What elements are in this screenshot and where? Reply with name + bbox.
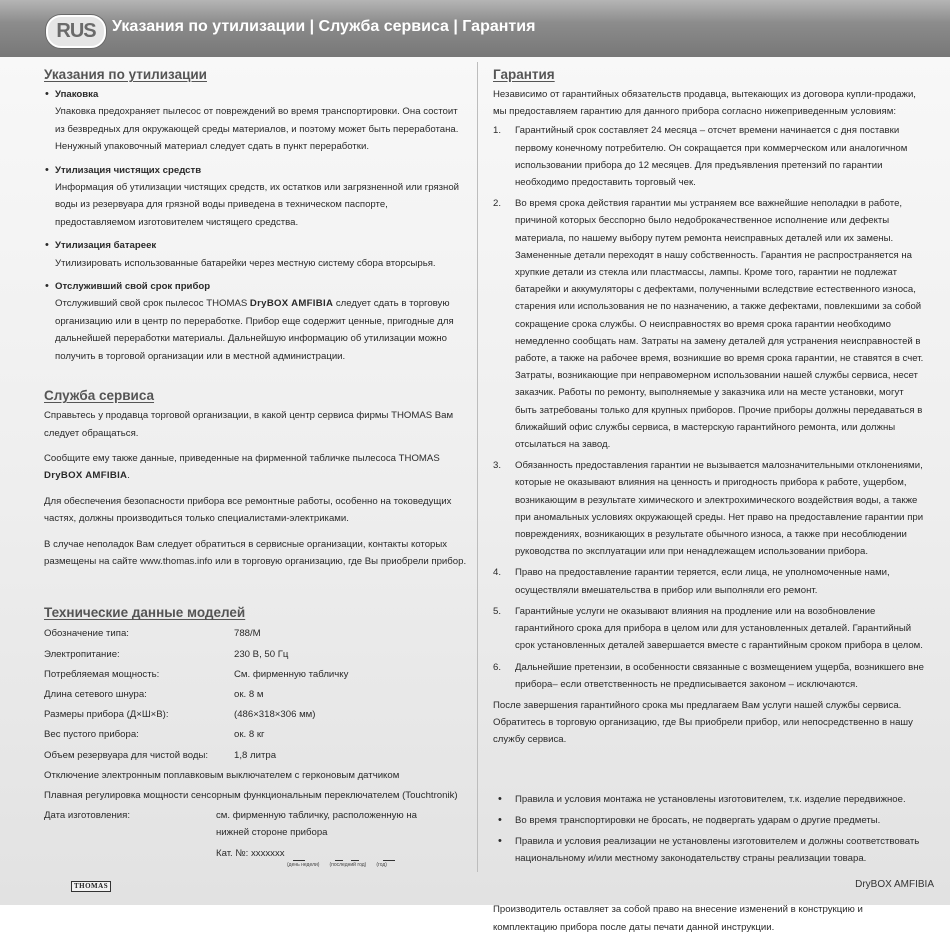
disposal-item-title: • Утилизация чистящих средств: [55, 164, 202, 176]
disposal-item-title: • Упаковка: [55, 89, 99, 100]
tech-value: 788/M: [234, 628, 261, 640]
tech-label: Дата изготовления:: [44, 810, 131, 822]
tech-row: [44, 746, 469, 766]
tech-label: Электропитание:: [44, 648, 120, 660]
legend-year: (год): [376, 862, 387, 869]
service-heading: Служба сервиса: [44, 388, 155, 404]
warranty-item: [493, 195, 925, 453]
left-column: [44, 66, 469, 869]
warranty-item: [493, 564, 925, 598]
catalog-number-label: Кат. №: xxxxxxx: [216, 848, 285, 860]
warranty-item-number: 3.: [493, 460, 502, 472]
disposal-item-text: Информация об утилизации чистящих средств, их остатков или загрязненной или грязной воды из резервуара для грязной воды приведена в техническом паспорте, предоставляемом изготовителем чистящего средства.: [55, 182, 460, 228]
warranty-after: После завершения гарантийного срока мы предлагаем Вам услуги нашей службы сервиса. Обратитесь в торговую организацию, где Вы приобрели прибор, или непосредственно в нашу службу сервиса.: [493, 699, 913, 746]
catalog-number: [216, 847, 469, 861]
disposal-item-title: • Отслуживший свой срок прибор: [55, 281, 211, 293]
column-divider: [477, 62, 478, 872]
warranty-heading: Гарантия: [493, 67, 555, 82]
tech-row: [44, 665, 469, 685]
disposal-item-text: Утилизировать использованные батарейки через местную систему сбора вторсырья.: [55, 257, 436, 269]
date-field-lastyear-2: [351, 850, 359, 861]
disposal-item-title: • Утилизация батареек: [55, 240, 157, 252]
tech-value: ок. 8 кг: [234, 729, 265, 741]
tech-row: [44, 645, 469, 665]
tech-row: [44, 624, 469, 644]
legend-weekday: (день недели): [287, 862, 320, 869]
warranty-item-number: 4.: [493, 567, 502, 579]
tech-value: 1,8 литра: [234, 749, 277, 761]
manufacturer-note: Производитель оставляет за собой право на внесение изменений в конструкцию и комплектацию прибора после даты печати данной инструкции.: [493, 904, 863, 933]
tech-table: [44, 624, 469, 869]
text-part: Сообщите ему также данные, приведенные на фирменной табличке пылесоса THOMAS: [44, 452, 440, 464]
tech-label: Обозначение типа:: [44, 628, 129, 640]
language-badge: RUS: [46, 15, 106, 48]
text-part: .: [127, 470, 130, 482]
date-field-weekday: [293, 850, 305, 861]
warranty-item-number: 1.: [493, 125, 502, 137]
warranty-item: [493, 659, 925, 693]
catalog-number-legend: [287, 861, 469, 869]
warranty-item-text: Обязанность предоставления гарантии не вызывается малозначительными отклонениями, которые не оказывают влияния на ценность и пригодность прибора к работе, ущербом, возникающим в результате химического и электрохимического воздействия воды, а также при аномальных условиях окружающей среды. Нет право на предоставление гарантии при повреждениях, возникающих в результате обычного износа, а также при несоблюдении руководства по эксплуатации или при ненадлежащем использовании прибора.: [515, 460, 924, 558]
brand-name: DryBOX AMFIBIA: [44, 470, 128, 482]
tech-value: (486×318×306 мм): [234, 709, 316, 721]
brand-name: DryBOX AMFIBIA: [249, 298, 334, 310]
service-paragraph: Справьтесь у продавца торговой организации, в какой центр сервиса фирмы THOMAS Вам следует обращаться.: [44, 410, 454, 439]
warranty-item-number: 6.: [493, 661, 502, 673]
footer-model-name: DryBOX AMFIBIA: [855, 879, 934, 890]
warranty-item-text: Гарантийные услуги не оказывают влияния на продление или на возобновление гарантийного срока для прибора в целом или для установленных деталей. Гарантийный срок установленных деталей завершается вместе с гарантийным сроком прибора в целом.: [515, 605, 923, 652]
tech-label: Длина сетевого шнура:: [44, 688, 147, 700]
tech-value: См. фирменную табличку: [234, 668, 349, 680]
tech-row: [44, 705, 469, 725]
tech-label: Вес пустого прибора:: [44, 729, 139, 741]
disposal-item-old-device: [44, 278, 469, 365]
tech-feature: Отключение электронным поплавковым выключателем с герконовым датчиком: [44, 769, 400, 781]
text-part: следует сдать в торговую организацию или в центр по переработке. Прибор еще содержит ценные, пригодные для дальнейшей переработки материалы. Дальнейшую информацию об утилизации можно получить в торговой организации или в местной администрации.: [55, 298, 454, 362]
disposal-item-text: Упаковка предохраняет пылесос от повреждений во время транспортировки. Она состоит из безвредных для окружающей среды материалов, и поэтому может быть переработана. Ненужный упаковочный материал следует сдать в пункт переработки.: [55, 106, 459, 153]
disposal-item-text: [55, 295, 469, 365]
warranty-item-text: Право на предоставление гарантии теряется, если лица, не уполномоченные нами, осуществляли вмешательства в прибор или выполняли его ремонт.: [515, 567, 890, 596]
warranty-item-text: Дальнейшие претензии, в особенности связанные с возмещением ущерба, возникшего вне прибора– если ответственность не предписывается законом – исключаются.: [515, 661, 924, 690]
tech-heading: Технические данные моделей: [44, 605, 246, 621]
tech-label: Размеры прибора (Д×Ш×В):: [44, 709, 169, 721]
date-field-year: [383, 850, 395, 861]
disposal-item-cleaners: [44, 162, 469, 232]
warranty-note: • Правила и условия реализации не установлены изготовителем и должны соответствовать национальному и/или местному законодательству страны реализации товара.: [493, 833, 925, 867]
page-header: [0, 0, 950, 57]
warranty-note: • Правила и условия монтажа не установлены изготовителем, т.к. изделие передвижное.: [493, 791, 925, 808]
warranty-item-text: Гарантийный срок составляет 24 месяца – отсчет времени начинается с дня поставки первому конечному потребителю. Он сокращается при коммерческом или аналогичном использовании прибора до 12 месяцев. Для предъявления претензий по гарантии необходимо предоставить торговый чек.: [515, 125, 908, 189]
tech-label: Потребляемая мощность:: [44, 668, 160, 680]
right-column: [493, 66, 925, 944]
text-part: Отслуживший свой срок пылесос THOMAS: [55, 298, 250, 310]
tech-value: ок. 8 м: [234, 688, 264, 700]
service-paragraph: Для обеспечения безопасности прибора все ремонтные работы, особенно на токоведущих частях, должны производиться только специалистами-электриками.: [44, 495, 452, 525]
warranty-intro: Независимо от гарантийных обязательств продавца, вытекающих из договора купли-продажи, мы предоставляем гарантию для данного прибора согласно нижеприведенным условиям:: [493, 89, 916, 118]
warranty-item-number: 5.: [493, 605, 502, 617]
tech-value: см. фирменную табличку, расположенную на нижней стороне прибора: [216, 810, 417, 838]
disposal-item-batteries: [44, 237, 469, 272]
disposal-item-packaging: [44, 86, 469, 156]
warranty-item: [493, 122, 925, 191]
date-field-lastyear-1: [335, 850, 343, 861]
warranty-item-text: Во время срока действия гарантии мы устраняем все важнейшие неполадки в работе, причиной которых бесспорно было недоброкачественное исполнение или дефекты материала, по нашему выбору путем ремонта неисправных деталей или их замены. Замененные детали переходят в нашу собственность. Гарантия не распространяется на хрупкие детали из стекла или пластмассы, лампы. Кроме того, гарантии не подлежат батарейки и аккумуляторы с дефектами, полученными вследствие естественного износа, старения или использования не по назначению, а также дефектами, повлекшими за собой сокращение срока службы. О неисправностях во время срока гарантии необходимо немедленно сообщать нам. Затраты на замену деталей для устранения неисправностей в работе, а также на рабочее время, возникшие во время срока гарантии, не ставятся в счет. Затраты, возникающие при неправомерном использовании нашей службы сервиса, несет заказчик. Работы по ремонту, выполняемые у заказчика или на месте установки, могут быть затребованы только для крупных приборов. Прочие приборы должны передаваться в ближайший офис службы сервиса, в мастерскую гарантийного ремонта, или должны отсылаться на завод.: [515, 198, 924, 451]
tech-row: [44, 685, 469, 705]
service-paragraph: В случае неполадок Вам следует обратиться в сервисные организации, контакты которых размещены на сайте www.thomas.info или в торговую организацию, где Вы приобрели прибор.: [44, 538, 467, 567]
thomas-logo: THOMAS: [71, 881, 111, 892]
tech-value: 230 В, 50 Гц: [234, 648, 289, 660]
warranty-item: [493, 457, 925, 560]
disposal-heading: Указания по утилизации: [44, 67, 207, 82]
tech-row-date: [44, 808, 469, 841]
page-title: Указания по утилизации | Служба сервиса | Гарантия: [112, 18, 536, 35]
legend-lastyear: (последний год): [329, 862, 367, 869]
warranty-note: • Во время транспортировки не бросать, не подвергать ударам о другие предметы.: [493, 812, 925, 829]
warranty-item-number: 2.: [493, 198, 502, 210]
tech-row: [44, 725, 469, 745]
warranty-item: [493, 603, 925, 655]
service-paragraph: [44, 450, 469, 485]
tech-feature: Плавная регулировка мощности сенсорным функциональным переключателем (Touchtronik): [44, 789, 458, 801]
tech-label: Объем резервуара для чистой воды:: [44, 749, 209, 761]
